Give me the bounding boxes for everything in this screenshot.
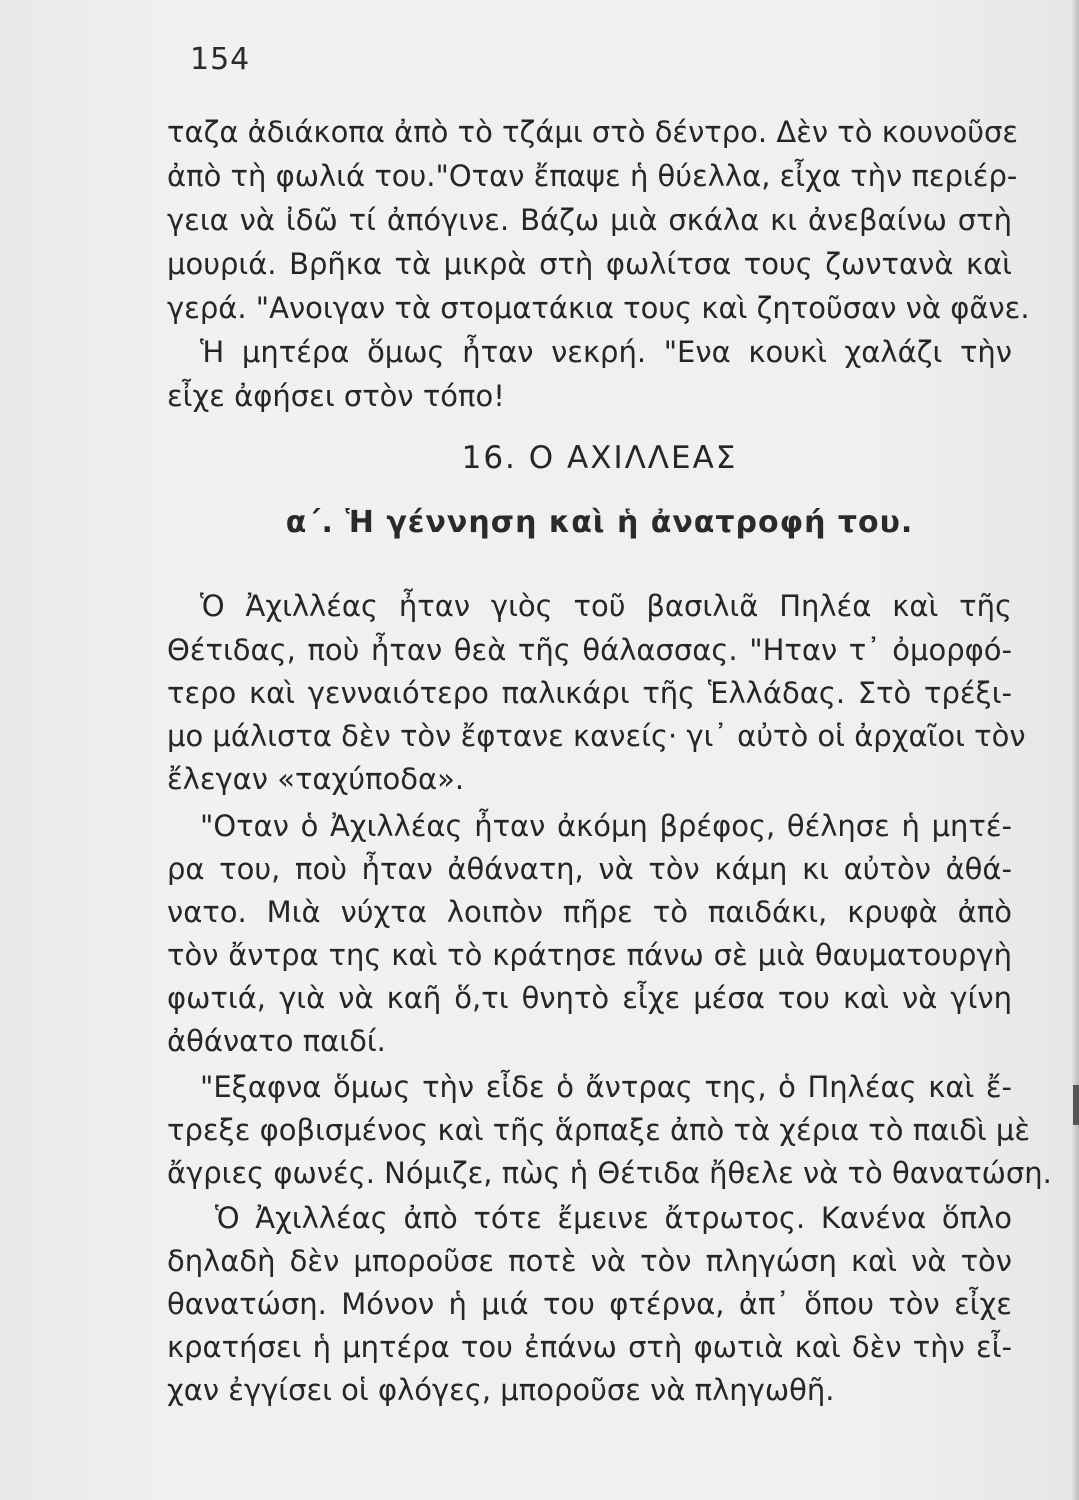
section-title — [0, 505, 1079, 540]
text-line: "Οταν ὁ Ἀχιλλέας ἦταν ἀκόμη βρέφος, θέλησε ἡ μητέ- — [200, 809, 1012, 843]
text-line: γερά. "Ανοιγαν τὰ στοματάκια τους καὶ ζητοῦσαν νὰ φᾶνε. — [167, 291, 1030, 325]
text-line: μο μάλιστα δὲν τὸν ἔφτανε κανείς· γι᾽ αὐτὸ οἱ ἀρχαῖοι τὸν — [167, 719, 1026, 753]
text-line: κρατήσει ἡ μητέρα του ἐπάνω στὴ φωτιὰ καὶ δὲν τὴν εἶ- — [167, 1330, 1012, 1364]
text-line: εἶχε ἀφήσει στὸν τόπο! — [167, 379, 505, 413]
text-line: Ὁ Ἀχιλλέας ἦταν γιὸς τοῦ βασιλιᾶ Πηλέα καὶ τῆς — [200, 589, 1012, 623]
text-line: μουριά. Βρῆκα τὰ μικρὰ στὴ φωλίτσα τους ζωντανὰ καὶ — [167, 247, 1012, 281]
page-edge-mark — [1073, 1085, 1079, 1125]
section-title-text: α΄. Ἡ γέννηση καὶ ἡ ἀνατροφή του. — [285, 505, 914, 540]
chapter-title — [0, 440, 1079, 476]
text-line: νατο. Μιὰ νύχτα λοιπὸν πῆρε τὸ παιδάκι, κρυφὰ ἀπὸ — [167, 895, 1012, 929]
text-line: Θέτιδας, ποὺ ἦταν θεὰ τῆς θάλασσας. "Ηταν τ᾽ ὀμορφό- — [167, 633, 1012, 667]
text-line: τὸν ἄντρα της καὶ τὸ κράτησε πάνω σὲ μιὰ θαυματουργὴ — [167, 938, 1012, 972]
text-line: Ὁ Ἀχιλλέας ἀπὸ τότε ἔμεινε ἄτρωτος. Κανένα ὅπλο — [215, 1201, 1012, 1235]
text-line: ρα του, ποὺ ἦταν ἀθάνατη, νὰ τὸν κάμη κι αὐτὸν ἀθά- — [167, 852, 1012, 886]
chapter-title-text: 16. Ο ΑΧΙΛΛΕΑΣ — [461, 440, 738, 476]
text-line: χαν ἐγγίσει οἱ φλόγες, μποροῦσε νὰ πληγωθῆ. — [167, 1373, 835, 1407]
text-line: τερο καὶ γενναιότερο παλικάρι τῆς Ἑλλάδας. Στὸ τρέξι- — [167, 676, 1012, 710]
text-line: Ἡ μητέρα ὅμως ἦταν νεκρή. "Ενα κουκὶ χαλάζι τὴν — [200, 335, 1012, 369]
text-line: ταζα ἀδιάκοπα ἀπὸ τὸ τζάμι στὸ δέντρο. Δὲν τὸ κουνοῦσε — [167, 115, 1019, 149]
text-line: φωτιά, γιὰ νὰ καῆ ὅ,τι θνητὸ εἶχε μέσα του καὶ νὰ γίνη — [167, 981, 1012, 1015]
text-line: ἀπὸ τὴ φωλιά του."Οταν ἔπαψε ἡ θύελλα, εἶχα τὴν περιέρ- — [167, 159, 1018, 193]
text-line: ἀθάνατο παιδί. — [167, 1024, 386, 1058]
text-line: "Εξαφνα ὅμως τὴν εἶδε ὁ ἄντρας της, ὁ Πηλέας καὶ ἔ- — [200, 1070, 1012, 1104]
page-edge-shadow — [1071, 0, 1079, 1500]
text-line: ἔλεγαν «ταχύποδα». — [167, 762, 465, 796]
text-line: δηλαδὴ δὲν μποροῦσε ποτὲ νὰ τὸν πληγώση καὶ νὰ τὸν — [167, 1244, 1012, 1278]
text-line: γεια νὰ ἰδῶ τί ἀπόγινε. Βάζω μιὰ σκάλα κι ἀνεβαίνω στὴ — [167, 203, 1012, 237]
page-number: 154 — [190, 42, 251, 77]
text-line: τρεξε φοβισμένος καὶ τῆς ἅρπαξε ἀπὸ τὰ χέρια τὸ παιδὶ μὲ — [167, 1113, 1030, 1147]
text-line: θανατώση. Μόνον ἡ μιά του φτέρνα, ἀπ᾽ ὅπου τὸν εἶχε — [167, 1287, 1012, 1321]
text-line: ἄγριες φωνές. Νόμιζε, πὼς ἡ Θέτιδα ἤθελε νὰ τὸ θανατώση. — [167, 1156, 1052, 1190]
